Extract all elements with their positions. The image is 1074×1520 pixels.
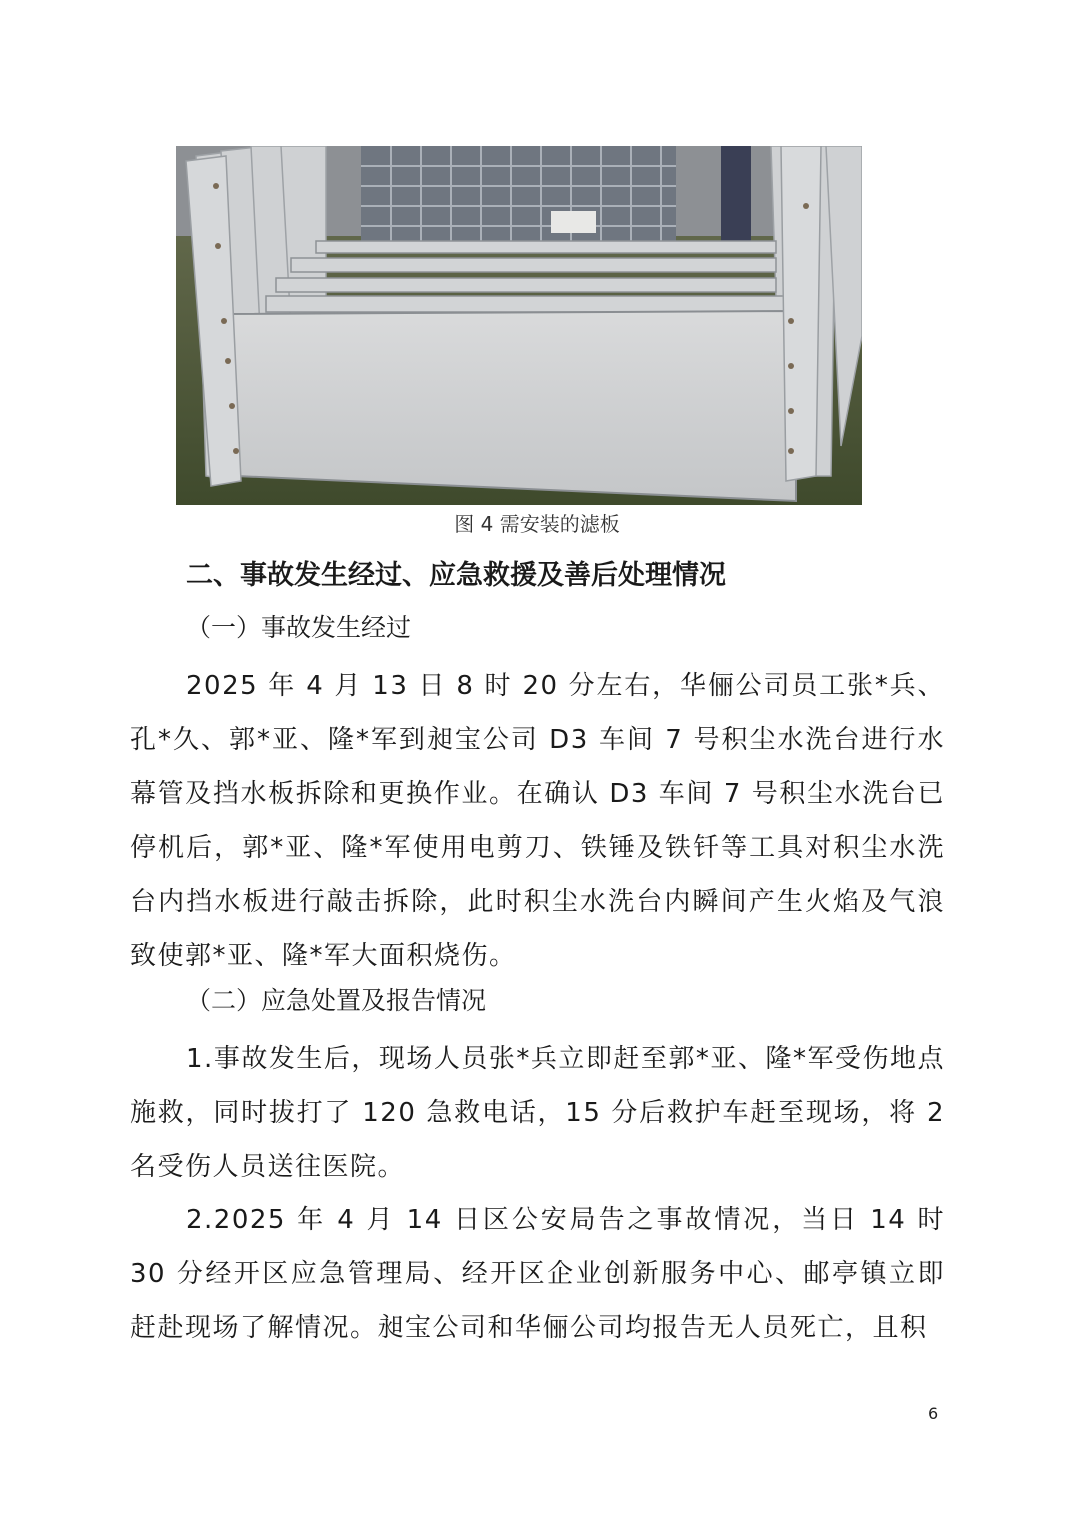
section-heading: 二、事故发生经过、应急救援及善后处理情况 (186, 560, 726, 591)
paragraph-emergency-rescue: 1.事故发生后，现场人员张*兵立即赶至郭*亚、隆*军受伤地点施救，同时拔打了 120 急救电话，15 分后救护车赶至现场，将 2 名受伤人员送往医院。 (130, 1044, 945, 1182)
paragraph-accident-process: 2025 年 4 月 13 日 8 时 20 分左右，华俪公司员工张*兵、孔*久、郭*亚、隆*军到昶宝公司 D3 车间 7 号积尘水洗台进行水幕管及挡水板拆除和更换作业。在确认 D3 车间 7 号积尘水洗台已停机后，郭*亚、隆*军使用电剪刀、铁锤及铁钎等工具对积尘水洗台内挡水板进行敲击拆除，此时积尘水洗台内瞬间产生火焰及气浪致使郭*亚、隆*军大面积烧伤。 (130, 671, 945, 971)
page-number: 6 (928, 1404, 939, 1423)
filter-panel-image (176, 146, 862, 505)
subsection-heading-accident-process: （一）事故发生经过 (186, 613, 412, 642)
filter-panel-photo (176, 146, 862, 505)
figure-caption: 图 4 需安装的滤板 (454, 512, 620, 536)
subsection-heading-emergency-response: （二）应急处置及报告情况 (186, 986, 487, 1015)
paragraph-emergency-report: 2.2025 年 4 月 14 日区公安局告之事故情况，当日 14 时 30 分经开区应急管理局、经开区企业创新服务中心、邮亭镇立即赶赴现场了解情况。昶宝公司和华俪公司均报告无人员死亡，且积 (130, 1205, 945, 1343)
